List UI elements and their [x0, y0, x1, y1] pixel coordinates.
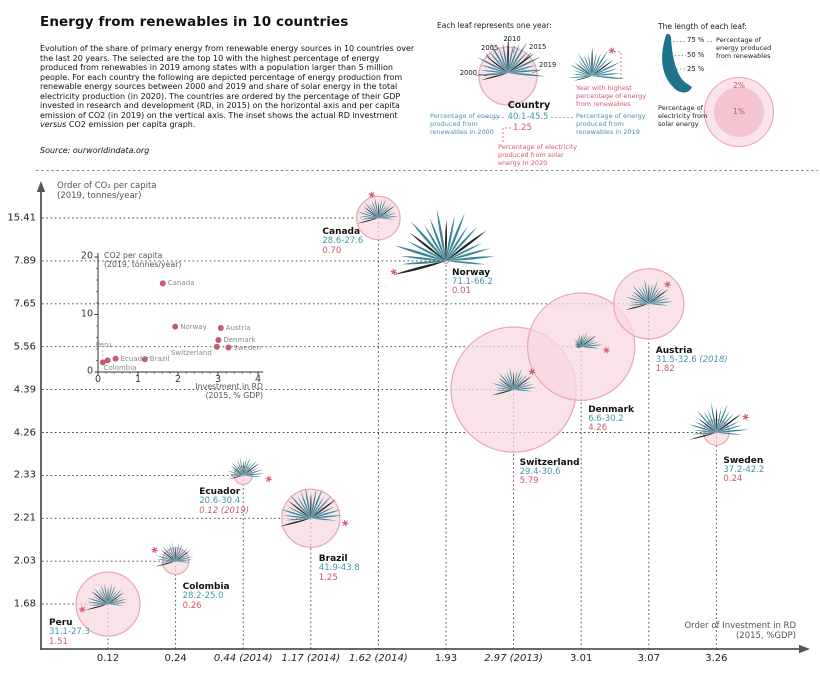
inset-dot-sweden: [225, 345, 231, 351]
leaf: [446, 261, 485, 265]
country-renewables-range: 31.1-27.3: [49, 627, 90, 638]
x-axis-arrow-icon: [799, 645, 810, 653]
x-axis-title-line1: Order of Investment in RD: [684, 621, 796, 631]
country-label-denmark: [588, 405, 634, 434]
annotation-solar-2020: Percentage of electricity produced from solar energy in 2020: [498, 143, 578, 167]
inset-dot-switzerland: [214, 344, 220, 350]
annotation-peak-year: Year with highest percentage of energy from renewables: [576, 84, 647, 108]
inset-label-sweden: Sweden: [233, 343, 262, 352]
x-tick-austria: 3.07: [637, 653, 660, 664]
annotation-renewables-2000: Percentage of energy produced from renewables in 2000: [430, 112, 500, 136]
country-label-peru: [49, 618, 90, 647]
country-label-canada: [322, 227, 363, 256]
inset-dot-colombia: [105, 357, 111, 363]
country-renewables-range: 6.6-30.2: [588, 413, 624, 424]
legend-circle-outer-label: 2%: [733, 81, 745, 90]
description-versus: versus: [40, 120, 67, 129]
country-label-austria: [656, 346, 728, 375]
description-tail: CO2 emission per capita graph.: [66, 120, 196, 129]
x-axis-title-line2: (2015, %GDP): [735, 631, 796, 641]
country-renewables-range: 28.6-27.6: [322, 236, 364, 246]
country-name: Brazil: [318, 554, 348, 565]
x-tick-brazil: 1.17 (2014): [281, 653, 341, 664]
legend-range-value: 40.1-45.5: [507, 112, 549, 122]
x-tick-colombia: 0.24: [164, 653, 187, 664]
y-tick-2.33: 2.33: [13, 469, 36, 481]
inset-x-title-line1: Investment in RD: [195, 382, 263, 391]
x-tick-peru: 0.12: [96, 653, 120, 664]
legend-circle-inner-label: 1%: [733, 107, 745, 116]
inset-x-tick-label-1: 1: [134, 373, 142, 385]
country-name: Austria: [655, 345, 693, 356]
legend-solar-value: 1.25: [513, 123, 532, 133]
country-name: Sweden: [723, 455, 764, 466]
country-solar-share: 0.24: [723, 474, 743, 484]
country-solar-share: 0.70: [322, 245, 342, 256]
x-tick-canada: 1.62 (2014): [349, 653, 408, 664]
country-label-brazil: [319, 554, 360, 583]
country-solar-share: 0.26: [182, 600, 202, 611]
x-tick-denmark: 3.01: [570, 653, 593, 664]
country-name: Switzerland: [519, 457, 580, 468]
country-solar-share: 1.51: [49, 636, 68, 647]
inset-dot-denmark: [215, 337, 221, 343]
legend-length-tick-0: 75 %: [687, 36, 705, 44]
inset-dot-canada: [160, 280, 166, 286]
country-renewables-range: 20.6-30.4: [199, 496, 241, 507]
inset-x-tick-label-2: 2: [174, 373, 182, 385]
legend-year-2015: 2015: [529, 43, 547, 51]
y-axis-title-line2: (2019, tonnes/year): [57, 191, 142, 201]
y-tick-2.21: 2.21: [13, 512, 36, 524]
y-tick-5.56: 5.56: [13, 340, 36, 352]
country-solar-share: 1.82: [655, 364, 675, 375]
inset-label-norway: Norway: [180, 322, 207, 331]
legend-year-2000: 2000: [459, 69, 477, 77]
legend-length-tick-1: 50 %: [687, 51, 705, 59]
country-solar-share: 4.26: [588, 423, 608, 434]
legend-length-tick-2: 25 %: [687, 65, 705, 73]
country-name: Norway: [452, 267, 491, 278]
country-name: Canada: [322, 227, 361, 237]
country-range-note: (2018): [696, 354, 728, 365]
inset-x-tick-label-4: 4: [254, 373, 262, 385]
y-axis-arrow-icon: [37, 181, 45, 192]
inset-label-austria: Austria: [225, 323, 251, 332]
inset-x-tick-label-3: 3: [214, 373, 222, 385]
inset-y-title-line1: CO2 per capita: [104, 251, 163, 260]
inset-label-colombia: Colombia: [103, 364, 137, 373]
legend-year-2010: 2010: [503, 35, 521, 43]
x-tick-sweden: 3.26: [705, 653, 728, 664]
x-tick-ecuador: 0.44 (2014): [213, 653, 273, 664]
legend-connector-peak: [614, 52, 621, 80]
inset-label-peru: Peru: [95, 341, 112, 350]
inset-label-ecuador: Ecuador: [120, 354, 150, 363]
annotation-solar-circle: Percentage of electricity from solar energy: [658, 104, 708, 128]
country-renewables-range: 37.2-42.2: [723, 464, 765, 475]
country-solar-share: 5.79: [519, 476, 539, 487]
country-name: Colombia: [182, 582, 230, 593]
inset-label-canada: Canada: [167, 279, 195, 288]
country-name: Peru: [49, 618, 73, 629]
inset-dot-ecuador: [113, 356, 119, 362]
country-solar-share: 1.25: [318, 572, 338, 583]
legend-length-title: The length of each leaf:: [658, 22, 747, 31]
inset-label-brazil: Brazil: [149, 355, 170, 364]
x-tick-norway: 1.93: [434, 653, 458, 664]
y-tick-15.41: 15.41: [7, 212, 36, 224]
page-title: Energy from renewables in 10 countries: [40, 14, 349, 30]
description: [40, 44, 416, 130]
country-label-switzerland: [520, 458, 580, 487]
inset-x-title-line2: (2015, % GDP): [205, 391, 263, 400]
annotation-leaf-length: Percentage of energy produced from renewables: [716, 36, 772, 60]
y-tick-2.03: 2.03: [13, 555, 36, 567]
country-label-colombia: [183, 582, 230, 611]
y-axis-title-line1: Order of CO₂ per capita: [57, 181, 157, 191]
inset-label-denmark: Denmark: [223, 335, 256, 344]
country-solar-share: 0.01: [452, 286, 471, 297]
y-tick-7.89: 7.89: [13, 255, 36, 267]
x-tick-switzerland: 2.97 (2013): [484, 653, 543, 664]
country-renewables-range: 29.4-30.6: [519, 466, 561, 477]
legend-connector-solar: [503, 128, 511, 142]
inset-x-tick-label-0: 0: [94, 373, 102, 385]
inset-y-tick-label-10: 10: [80, 308, 93, 320]
leaf: [592, 76, 626, 79]
inset-dot-norway: [172, 324, 178, 330]
inset-y-tick-label-0: 0: [86, 365, 93, 377]
description-text: Evolution of the share of primary energy from renewable energy sources in 10 countries over the last 20 years. The selected are the top 10 with the highest percentage of energy produced from renewables in 2019 among states with a population larger than 5 million people. For each country the following are depicted percentage of energy production from renewable energy sources between 2000 and 2019 and share of solar energy in the total electricity production (in 2020). The countries are ordered by the percentage of their GDP invested in research and development (RD, in 2015) on the horizontal axis and per capita emission of CO2 (in 2019) on the vertical axis. The inset shows the actual RD investment: [40, 44, 415, 120]
y-tick-4.39: 4.39: [13, 383, 36, 395]
country-renewables-range: 31.5-32.6 (2018): [655, 354, 728, 365]
inset-y-tick-label-20: 20: [80, 250, 93, 262]
y-tick-4.26: 4.26: [13, 426, 36, 438]
source-note: Source: ourworldindata.org: [40, 146, 150, 155]
country-label-ecuador: [199, 487, 249, 516]
country-label-sweden: [723, 456, 764, 485]
country-renewables-range: 28.2-25.0: [182, 591, 224, 602]
legend-country-label: Country: [507, 100, 551, 111]
inset-y-title-line2: (2019, tonnes/year): [104, 260, 182, 269]
country-label-norway: [452, 268, 493, 297]
legend-year-2019: 2019: [539, 61, 557, 69]
y-tick-1.68: 1.68: [13, 598, 36, 610]
annotation-renewables-2019: Percentage of energy produced from renewables in 2019: [576, 112, 646, 136]
country-renewables-range: 71.1-66.2: [452, 276, 493, 287]
legend-leaf-title: Each leaf represents one year:: [437, 21, 552, 30]
inset-dot-austria: [218, 325, 224, 331]
country-renewables-range: 41.9-43.8: [318, 563, 360, 574]
legend-year-2005: 2005: [481, 44, 499, 52]
y-tick-7.65: 7.65: [13, 298, 36, 310]
country-name: Denmark: [588, 404, 635, 415]
country-name: Ecuador: [199, 487, 241, 498]
inset-label-switzerland: Switzerland: [170, 348, 212, 357]
country-solar-share: 0.12 (2019): [199, 505, 250, 516]
